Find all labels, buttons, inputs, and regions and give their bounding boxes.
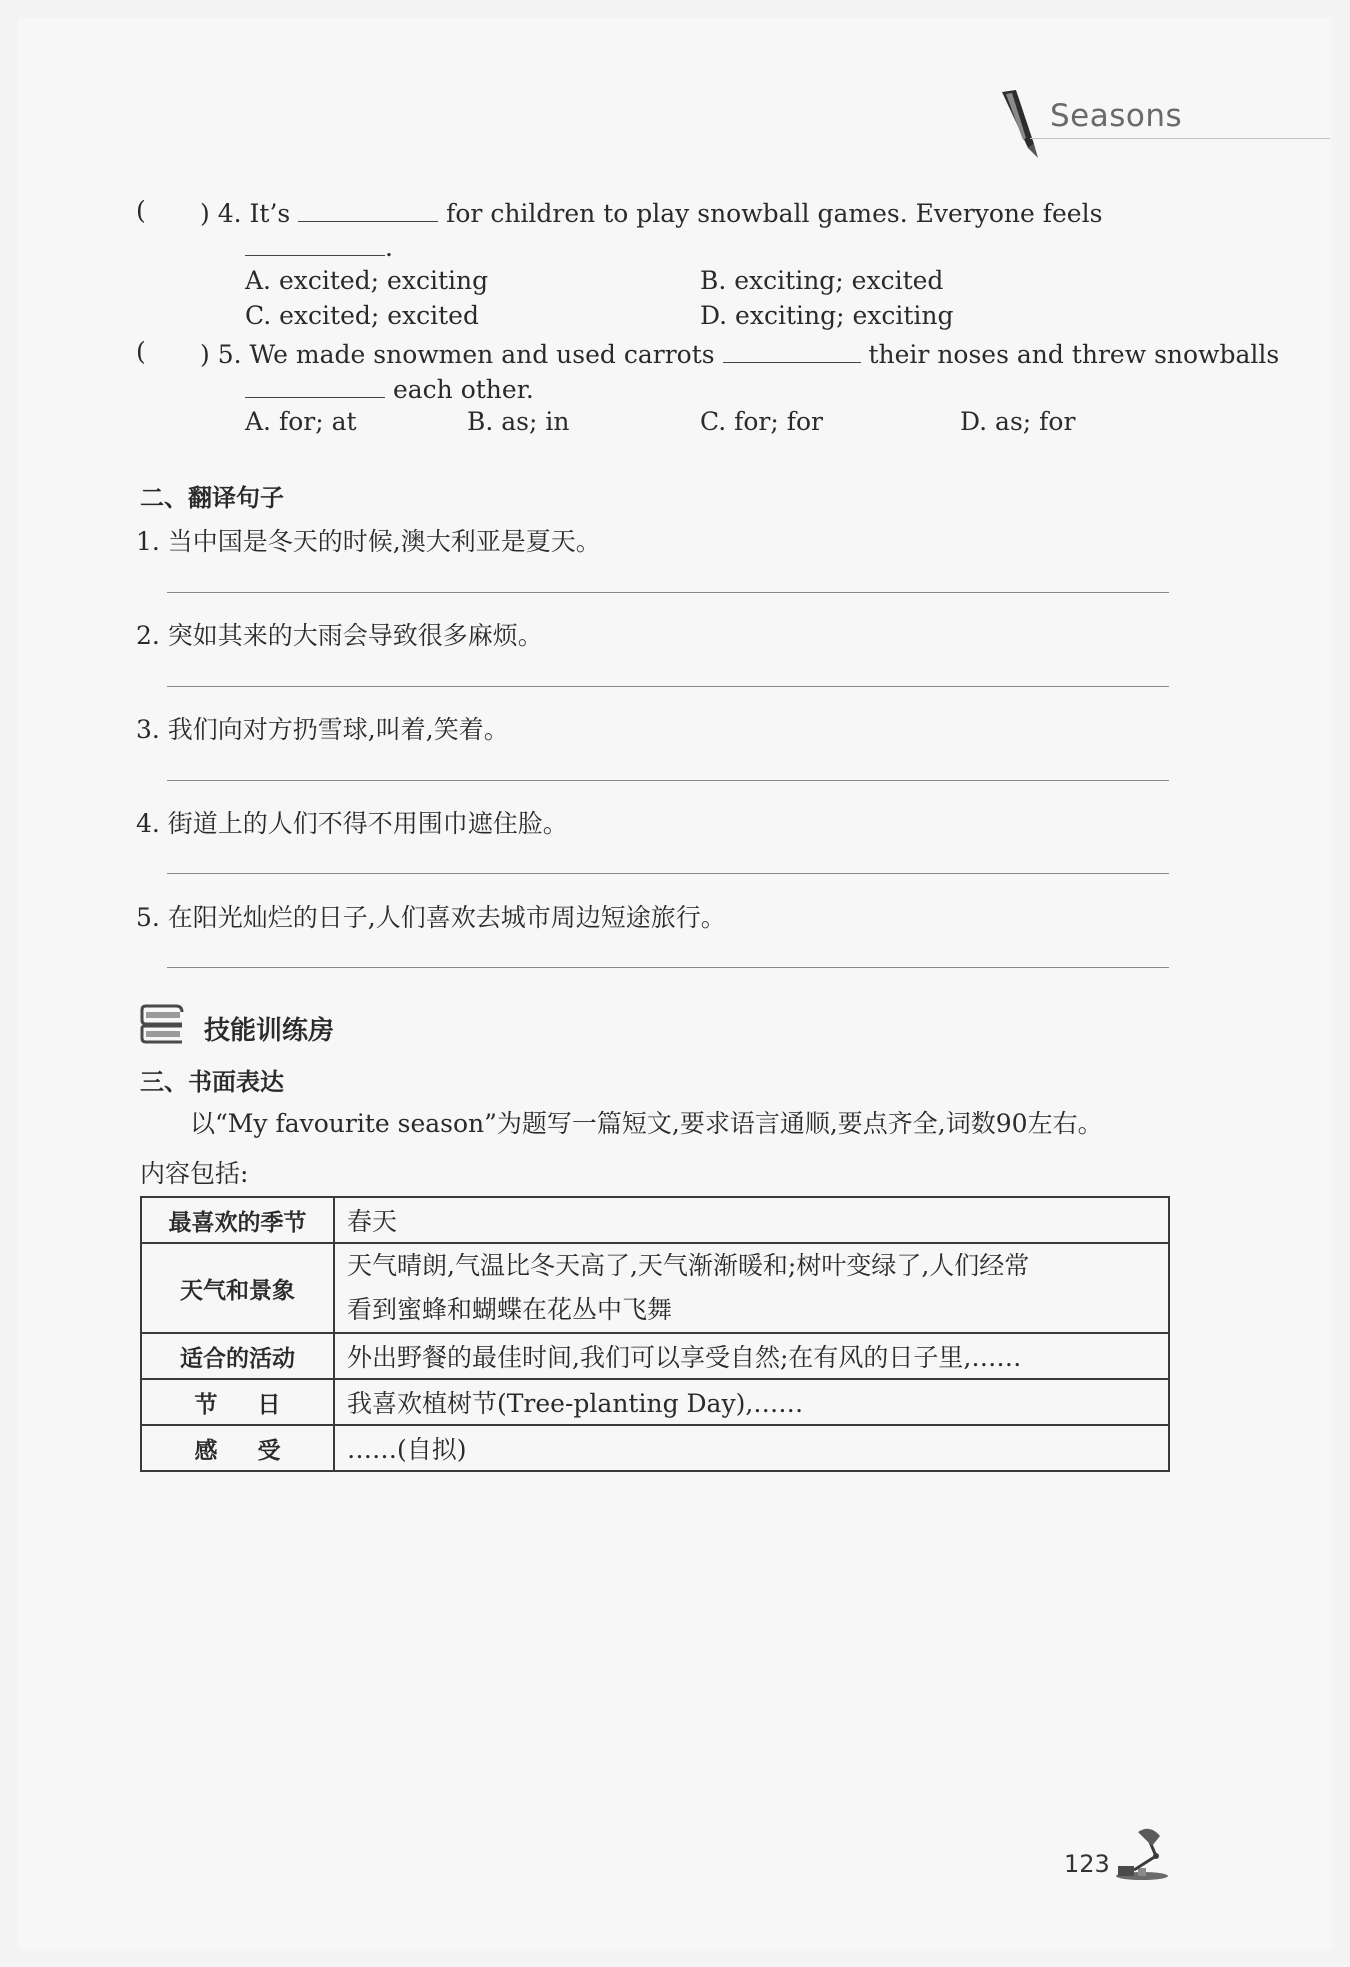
content-line: 春天 xyxy=(347,1207,398,1236)
writing-heading: 三、书面表达 xyxy=(140,1068,284,1096)
translation-sentence-5: 5. 在阳光灿烂的日子,人们喜欢去城市周边短途旅行。 xyxy=(136,903,726,932)
stem-after: their noses and threw snowballs xyxy=(868,340,1280,369)
writing-instruction: 以“My favourite season”为题写一篇短文,要求语言通顺,要点齐全,词数90左右。 xyxy=(190,1109,1103,1138)
stem-after: for children to play snowball games. Everyone feels xyxy=(446,199,1103,228)
row-label: 天气和景象 xyxy=(141,1243,334,1333)
row-label: 最喜欢的季节 xyxy=(141,1197,334,1243)
answer-line-5[interactable] xyxy=(167,967,1169,968)
answer-paren-open-4: ( xyxy=(136,196,146,225)
row-label xyxy=(141,1379,334,1425)
table-row xyxy=(141,1197,1169,1243)
stem-before: 4. It’s xyxy=(217,199,291,228)
paren-close: ) xyxy=(200,340,210,369)
translation-sentence-3: 3. 我们向对方扔雪球,叫着,笑着。 xyxy=(136,715,509,744)
table-row xyxy=(141,1243,1169,1333)
header-title: Seasons xyxy=(1050,98,1183,134)
row-content xyxy=(334,1333,1169,1379)
row-content xyxy=(334,1197,1169,1243)
answer-line-4[interactable] xyxy=(167,873,1169,874)
blank[interactable] xyxy=(245,230,385,256)
option-a[interactable]: A. excited; exciting xyxy=(245,266,489,295)
answer-paren-open-5: ( xyxy=(136,337,146,366)
question-4-stem xyxy=(200,196,1102,228)
translation-sentence-1: 1. 当中国是冬天的时候,澳大利亚是夏天。 xyxy=(136,527,601,556)
blank[interactable] xyxy=(245,372,385,398)
option-a[interactable]: A. for; at xyxy=(245,407,357,436)
continuation-text: each other. xyxy=(392,375,534,404)
blank[interactable] xyxy=(723,337,861,363)
option-c[interactable]: C. excited; excited xyxy=(245,301,479,330)
content-line: ……(自拟) xyxy=(347,1435,467,1464)
book-stack-icon xyxy=(138,1002,186,1048)
content-line: 看到蜜蜂和蝴蝶在花丛中飞舞 xyxy=(347,1295,673,1324)
question-4-continuation xyxy=(245,230,393,262)
translation-heading: 二、翻译句子 xyxy=(140,484,284,512)
content-intro: 内容包括: xyxy=(140,1159,249,1188)
workbook-page xyxy=(18,18,1332,1949)
paren-close: ) xyxy=(200,199,210,228)
pen-icon xyxy=(990,88,1050,160)
option-c[interactable]: C. for; for xyxy=(700,407,824,436)
option-d[interactable]: D. as; for xyxy=(960,407,1076,436)
content-table xyxy=(140,1196,1170,1472)
option-d[interactable]: D. exciting; exciting xyxy=(700,301,954,330)
desk-lamp-icon xyxy=(1112,1822,1172,1882)
question-5-continuation xyxy=(245,372,534,404)
content-line: 我喜欢植树节(Tree-planting Day),…… xyxy=(347,1389,804,1418)
content-line: 外出野餐的最佳时间,我们可以享受自然;在有风的日子里,…… xyxy=(347,1343,1022,1372)
label-text: 节日 xyxy=(194,1391,321,1418)
translation-sentence-4: 4. 街道上的人们不得不用围巾遮住脸。 xyxy=(136,809,568,838)
option-b[interactable]: B. exciting; excited xyxy=(700,266,944,295)
option-b[interactable]: B. as; in xyxy=(467,407,570,436)
row-label: 适合的活动 xyxy=(141,1333,334,1379)
table-row xyxy=(141,1333,1169,1379)
answer-line-3[interactable] xyxy=(167,780,1169,781)
page-number: 123 xyxy=(1064,1850,1110,1878)
table-row xyxy=(141,1425,1169,1471)
period: . xyxy=(385,233,393,262)
answer-line-1[interactable] xyxy=(167,592,1169,593)
content-line: 天气晴朗,气温比冬天高了,天气渐渐暖和;树叶变绿了,人们经常 xyxy=(347,1251,1030,1280)
translation-sentence-2: 2. 突如其来的大雨会导致很多麻烦。 xyxy=(136,621,543,650)
header-rule xyxy=(1030,138,1330,139)
blank[interactable] xyxy=(298,196,438,222)
row-content xyxy=(334,1243,1169,1333)
answer-line-2[interactable] xyxy=(167,686,1169,687)
row-content xyxy=(334,1425,1169,1471)
skills-title: 技能训练房 xyxy=(204,1016,335,1046)
row-content xyxy=(334,1379,1169,1425)
stem-before: 5. We made snowmen and used carrots xyxy=(217,340,715,369)
label-text: 感受 xyxy=(194,1437,321,1464)
question-5-stem xyxy=(200,337,1279,369)
row-label xyxy=(141,1425,334,1471)
table-row xyxy=(141,1379,1169,1425)
